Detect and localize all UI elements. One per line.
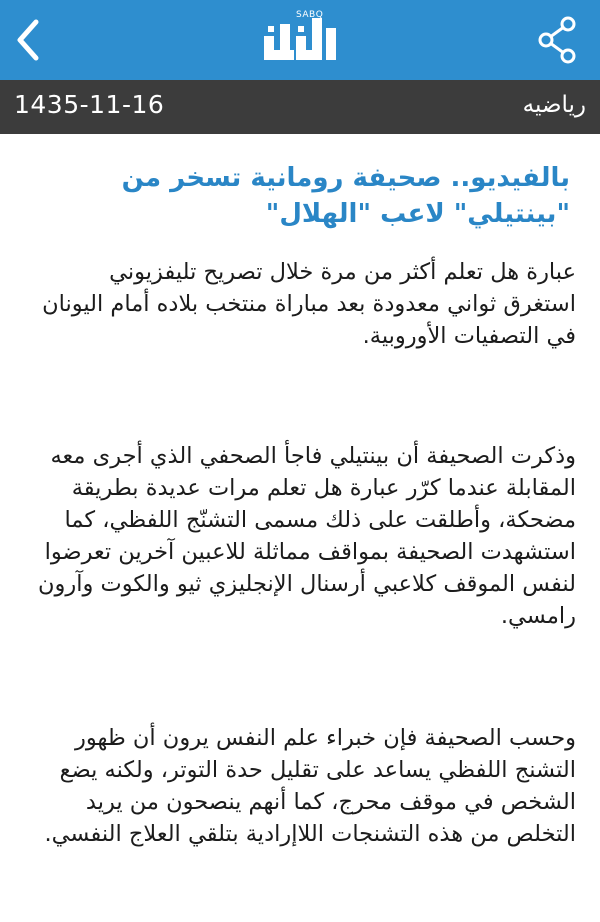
article-paragraph: وحسب الصحيفة فإن خبراء علم النفس يرون أن ظهور التشنج اللفظي يساعد على تقليل حدة التوتر، ولكنه يضع الشخص في موقف محرج، كما أنهم ينصحون من يريد التخلص من هذه التشنجات اللاإرادية بتلقي العلاج النفسي. (44, 725, 576, 847)
article-paragraph: وذكرت الصحيفة أن بينتيلي فاجأ الصحفي الذي أجرى معه المقابلة عندما كرّر عبارة هل تعلم مرات عديدة بطريقة مضحكة، وأطلقت على ذلك مسمى التشنّج اللفظي، كما استشهدت الصحيفة بمواقف مماثلة للاعبين آخرين تعرضوا لنفس الموقف كلاعبي أرسنال الإنجليزي ثيو والكوت وآرون رامسي. (37, 443, 576, 629)
publish-date: 1435-11-16 (14, 90, 165, 119)
top-app-bar (0, 0, 600, 80)
share-icon (534, 14, 580, 66)
share-button[interactable] (534, 14, 580, 66)
article-info-bar (0, 80, 600, 134)
category-label[interactable]: رياضيه (522, 92, 586, 118)
article-paragraph: عبارة هل تعلم أكثر من مرة خلال تصريح تليفزيوني استغرق ثواني معدودة بعد مباراة منتخب بلاده أمام اليونان في التصفيات الأوروبية. (42, 259, 576, 349)
logo-label: SABQ (296, 10, 324, 20)
article-title: بالفيديو.. صحيفة رومانية تسخر من "بينتيلي" لاعب "الهلال" (121, 163, 570, 229)
chevron-left-icon (6, 12, 50, 68)
back-button[interactable] (6, 12, 50, 68)
